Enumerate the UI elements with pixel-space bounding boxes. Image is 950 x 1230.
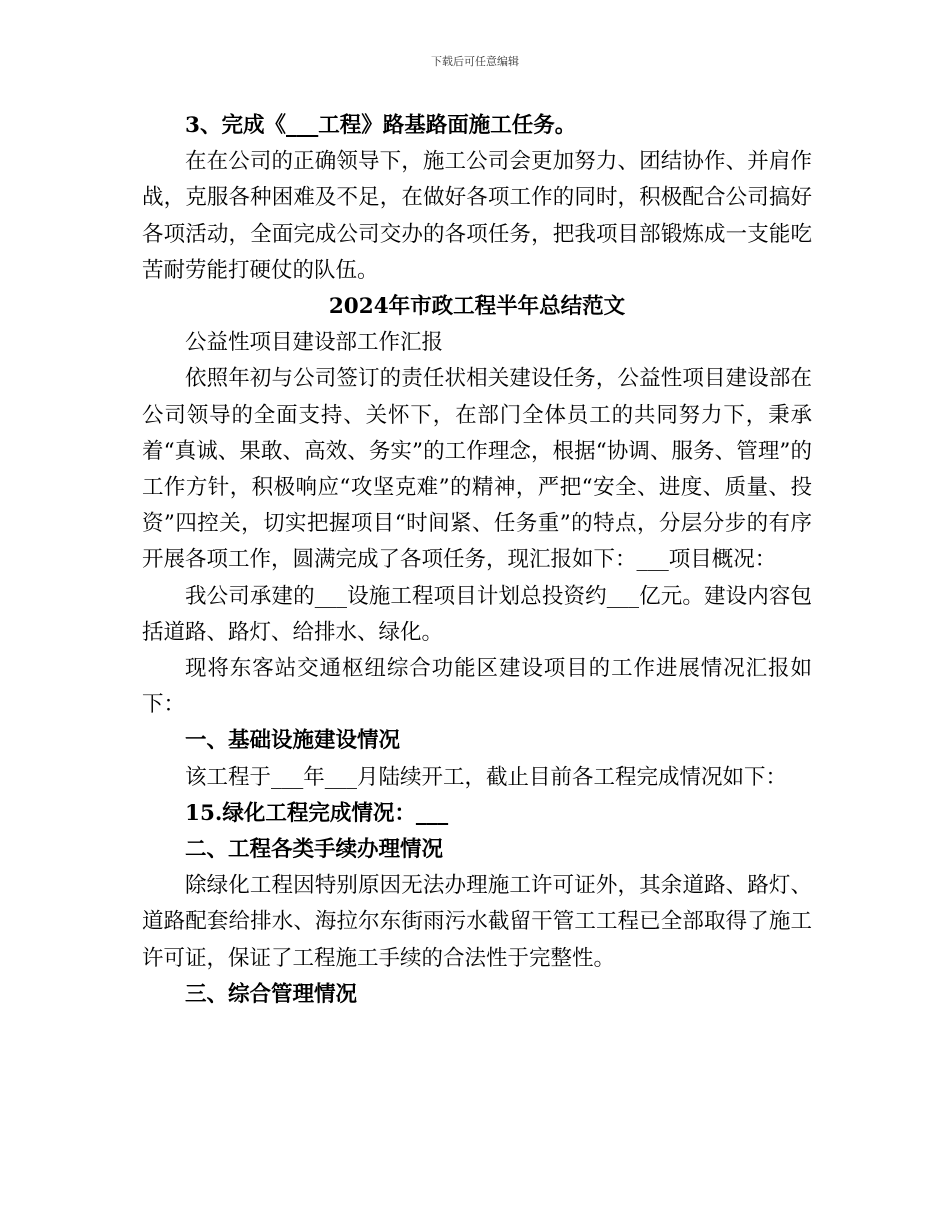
section-heading-2: 二、工程各类手续办理情况 xyxy=(185,837,444,863)
section-heading-1: 一、基础设施建设情况 xyxy=(185,728,401,754)
paragraph-report-intro: 现将东客站交通枢纽综合功能区建设项目的工作进展情况汇报如下： xyxy=(142,656,812,718)
header-note: 下载后可任意编辑 xyxy=(431,55,519,68)
section-heading-3: 三、综合管理情况 xyxy=(185,981,358,1007)
paragraph-greening: 15.绿化工程完成情况：___ xyxy=(185,800,449,826)
document-title: 2024年市政工程半年总结范文 xyxy=(328,294,626,320)
paragraph-start-date: 该工程于___年___月陆续开工，截止目前各工程完成情况如下： xyxy=(185,764,788,790)
paragraph-task-3: 3、完成《___工程》路基路面施工任务。 xyxy=(185,113,577,138)
paragraph-permits: 除绿化工程因特别原因无法办理施工许可证外，其余道路、路灯、道路配套给排水、海拉尔东街雨污水截留干管工工程已全部取得了施工许可证，保证了工程施工手续的合法性于完整性。 xyxy=(142,873,812,971)
paragraph-department: 公益性项目建设部工作汇报 xyxy=(185,330,444,356)
paragraph-overview: 依照年初与公司签订的责任状相关建设任务，公益性项目建设部在公司领导的全面支持、关怀下，在部门全体员工的共同努力下，秉承着“真诚、果敢、高效、务实”的工作理念，根据“协调、服务、管理”的工作方针，积极响应“攻坚克难”的精神，严把“安全、进度、质量、投资”四控关，切实把握项目“时间紧、任务重”的特点，分层分步的有序开展各项工作，圆满完成了各项任务，现汇报如下：___项目概况： xyxy=(142,366,812,573)
document-body xyxy=(142,108,812,1013)
paragraph-commitment: 在在公司的正确领导下，施工公司会更加努力、团结协作、并肩作战，克服各种困难及不足，在做好各项工作的同时，积极配合公司搞好各项活动，全面完成公司交办的各项任务，把我项目部锻炼成一支能吃苦耐劳能打硬仗的队伍。 xyxy=(142,149,812,283)
paragraph-investment: 我公司承建的___设施工程项目计划总投资约___亿元。建设内容包括道路、路灯、给排水、绿化。 xyxy=(142,583,812,645)
